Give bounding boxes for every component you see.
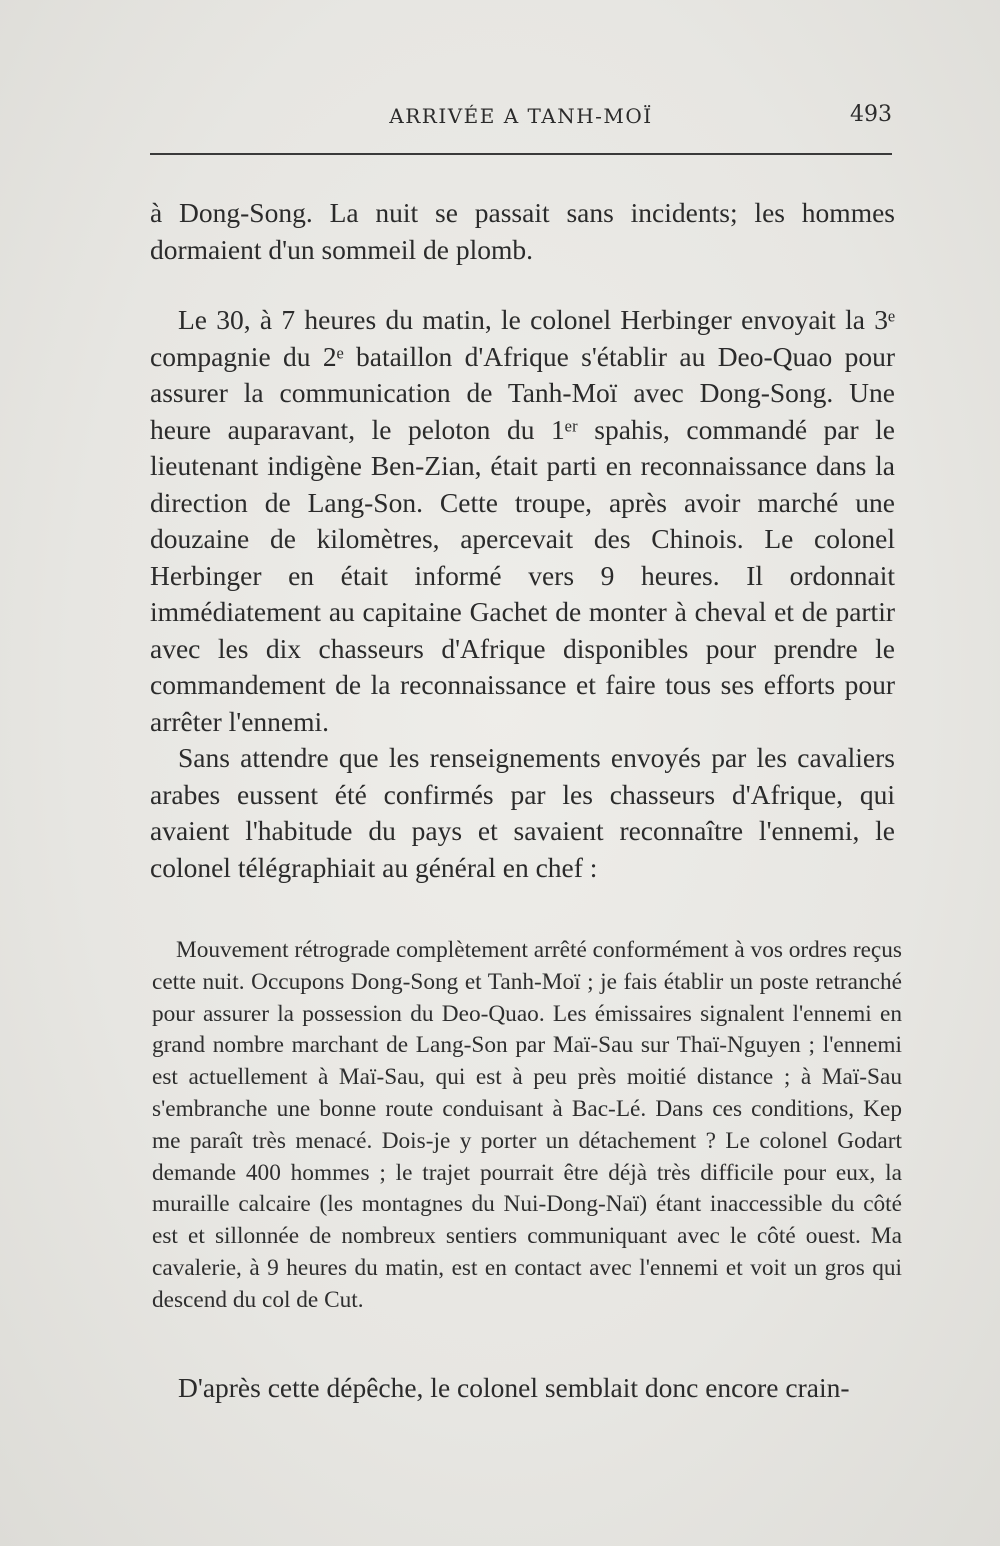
paragraph-2: Le 30, à 7 heures du matin, le colonel Herbinger envoyait la 3ᵉ compagnie du 2ᵉ bataillon d'Afrique s'établir au Deo-Quao pour assurer la communication de Tanh-Moï avec Dong-Song. Une heure auparavant, le peloton du 1ᵉʳ spahis, commandé par le lieutenant indigène Ben-Zian, était parti en reconnaissance dans la direction de Lang-Son. Cette troupe, après avoir marché une douzaine de kilomètres, apercevait des Chinois. Le colonel Herbinger en était informé vers 9 heures. Il ordonnait immédiatement au capitaine Gachet de monter à cheval et de partir avec les dix chasseurs d'Afrique disponibles pour prendre le commandement de la reconnaissance et faire tous ses efforts pour arrêter l'ennemi.	[150, 304, 895, 737]
telegram-quote: Mouvement rétrograde complètement arrêté conformément à vos ordres reçus cette nuit. Occupons Dong-Song et Tanh-Moï ; je fais établir un poste retranché pour assurer la possession du Deo-Quao. Les émissaires signalent l'ennemi en grand nombre marchant de Lang-Son par Maï-Sau sur Thaï-Nguyen ; l'ennemi est actuellement à Maï-Sau, qui est à peu près moitié distance ; à Maï-Sau s'embranche une bonne route conduisant à Bac-Lé. Dans ces conditions, Kep me paraît très menacé. Dois-je y porter un détachement ? Le colonel Godart demande 400 hommes ; le trajet pourrait être déjà très difficile pour eux, la muraille calcaire (les montagnes du Nui-Dong-Naï) étant inaccessible du côté est et sillonnée de nombreux sentiers communiquant avec le côté ouest. Ma cavalerie, à 9 heures du matin, est en contact avec l'ennemi et voit un gros qui descend du col de Cut.	[152, 937, 902, 1313]
running-title: ARRIVÉE A TANH-MOÏ	[389, 104, 653, 128]
body-text	[150, 195, 895, 886]
running-head	[150, 104, 892, 134]
header-rule	[150, 153, 892, 155]
page-number: 493	[850, 102, 892, 127]
paragraph-1: à Dong-Song. La nuit se passait sans incidents; les hommes dormaient d'un sommeil de plomb.	[150, 197, 895, 265]
closing-paragraph: D'après cette dépêche, le colonel semblait donc encore crain-	[178, 1372, 850, 1403]
paragraph-3: Sans attendre que les renseignements envoyés par les cavaliers arabes eussent été confirmés par les chasseurs d'Afrique, qui avaient l'habitude du pays et savaient reconnaître l'ennemi, le colonel télégraphiait au général en chef :	[150, 742, 895, 883]
